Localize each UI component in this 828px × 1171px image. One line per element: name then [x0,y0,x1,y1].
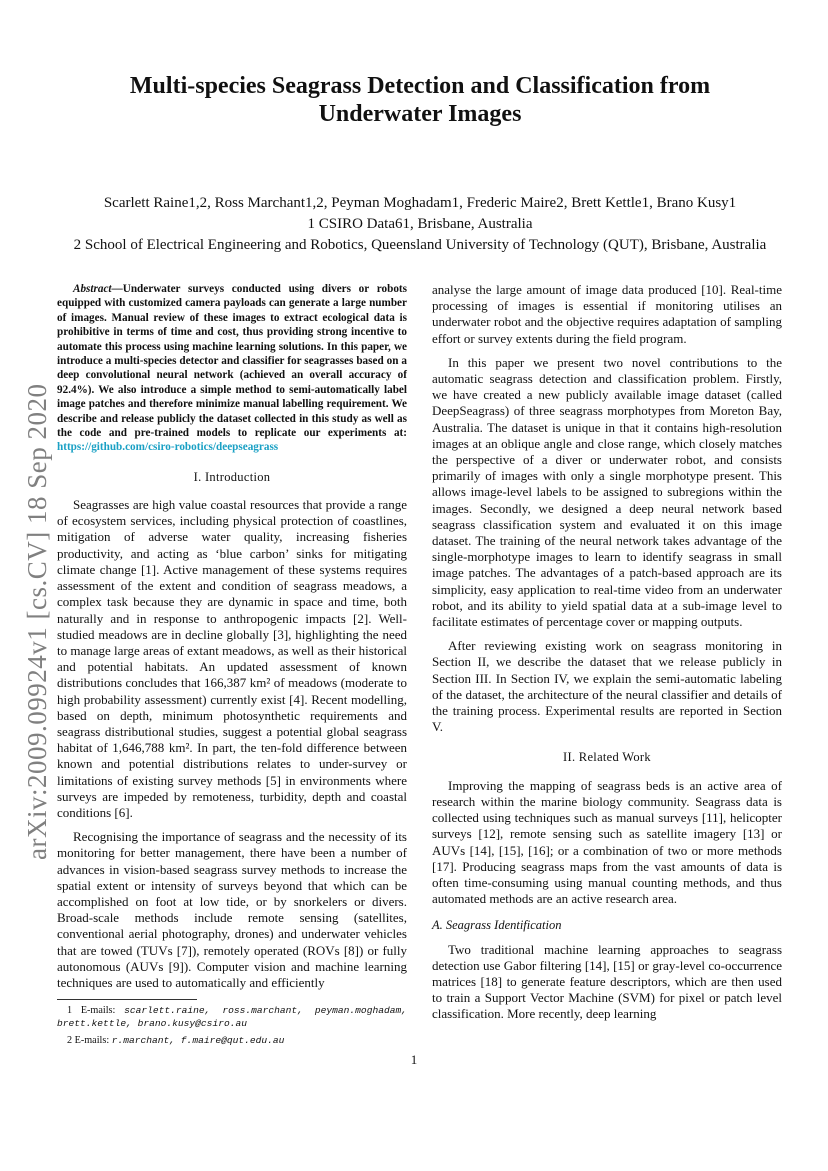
affiliation-2: 2 School of Electrical Engineering and Robotics, Queensland University of Technology (QUT), Brisbane, Australia [73,237,767,253]
seagrass-identification-paragraph-1: Two traditional machine learning approaches to seagrass detection use Gabor filtering [14], [15] or gray-level co-occurrence matrices [18] to generate feature descriptors, which are then used to train a Support Vector Machine (SVM) for pixel or patch level classification. More recently, deep learning [432,941,782,1022]
footnote-1 [57,1004,407,1030]
footnote-2 [57,1034,407,1047]
authors-line: Scarlett Raine1,2, Ross Marchant1,2, Peyman Moghadam1, Frederic Maire2, Brett Kettle1, Brano Kusy1 [103,195,737,211]
abstract-label: Abstract [73,283,112,295]
abstract-link[interactable]: https://github.com/csiro-robotics/deepseagrass [57,441,279,454]
right-paragraph-2: In this paper we present two novel contributions to the automatic seagrass detection and classification problem. Firstly, we have created a new publicly available image dataset (called DeepSeagrass) of three seagrass morphotypes from Moreton Bay, Australia. The dataset is unique in that it contains high-resolution images at an oblique angle and close range, which closely matches the perspective of a diver or underwater robot, and consists primarily of images with only a single morphotype present. This allows image-level labels to be assigned to subregions within the images. Secondly, we designed a deep neural network based seagrass classification system and evaluated it on this image dataset. The training of the neural network takes advantage of the single-morphotype images to learn to identify seagrass in small image patches. The advantages of a patch-based approach are its simplicity, easy application to real-time video from an underwater robot, and its ability to yield spatial data at a sub-image level to facilitate estimates of percentage cover or mapping outputs. [432,354,782,630]
abstract [57,282,407,455]
related-work-paragraph-1: Improving the mapping of seagrass beds is an active area of research within the marine biology community. Seagrass data is collected using techniques such as manual surveys [11], helicopter surveys [12], remote sensing such as satellite imagery [13] or AUVs [14], [15], [16]; or a combination of two or more methods [17]. Producing seagrass maps from the vast amounts of data is often time-consuming using manual counting methods, and thus automated methods are an active research area. [432,777,782,907]
footnote-rule [57,999,197,1000]
section-heading-related-work: II. Related Work [563,750,651,765]
abstract-text: —Underwater surveys conducted using divers or robots equipped with customized camera payloads can generate a large number of images. Manual review of these images to extract ecological data is prohibitive in terms of time and cost, thus providing strong incentive to automate this process using machine learning solutions. In this paper, we introduce a multi-species detector and classifier for seagrasses based on a deep convolutional neural network (achieved an overall accuracy of 92.4%). We also introduce a simple method to semi-automatically label image patches and therefore minimize manual labelling requirement. We describe and release publicly the dataset collected in this study as well as the code and pre-trained models to replicate our experiments at: [57,283,407,440]
page-number: 1 [410,1052,418,1067]
intro-paragraph-2: Recognising the importance of seagrass and the necessity of its monitoring for better management, there have been a number of advances in vision-based seagrass survey methods to increase the spatial extent or intensity of surveys beyond that which can be accomplished on foot at low tide, or by snorkelers or divers. Broad-scale methods include remote sensing (satellites, conventional aerial photography, drones) and underwater vehicles that are towed (TUVs [7]), remotely operated (ROVs [8]) or fully autonomous (AUVs [9]). Computer vision and machine learning techniques are used to automatically and efficiently [57,829,407,990]
section-heading-introduction: I. Introduction [193,469,271,484]
affiliation-1: 1 CSIRO Data61, Brisbane, Australia [307,216,533,232]
author-block [40,193,800,256]
paper-title: Multi-species Seagrass Detection and Classification from Underwater Images [129,73,711,127]
footnote-1-label: 1 E-mails: [67,1005,116,1017]
left-column [57,282,407,1047]
subsection-heading-seagrass-identification: A. Seagrass Identification [432,918,562,933]
right-paragraph-3: After reviewing existing work on seagrass monitoring in Section II, we describe the dataset that we release publicly in Section III. In Section IV, we explain the semi-automatic labeling of the dataset, the architecture of the neural classifier and details of the training process. Experimental results are reported in Section V. [432,638,782,735]
right-paragraph-1: analyse the large amount of image data produced [10]. Real-time processing of images is essential if monitoring utilises an underwater robot and the objective requires adaptation of sampling effort or survey extents during the field program. [432,282,782,346]
right-column [432,282,782,1031]
intro-paragraph-1: Seagrasses are high value coastal resources that provide a range of ecosystem services, including physical protection of coastlines, mitigation of adverse water quality, increasing fisheries productivity, and acting as ‘blue carbon’ sinks for mitigating climate change [1]. Active management of these systems requires assessment of the extent and condition of seagrass meadows, a complex task because they are dynamic in space and time, both naturally and in response to anthropogenic impacts [2]. Well-studied meadows are in decline globally [3], highlighting the need to manage large areas of extant meadows, as well as their historical and potential habitats. An updated assessment of known distributions concludes that 166,387 km² of meadows (moderate to high probability assessment) currently exist [4]. Recent modelling, based on depth, minimum photosynthetic requirements and seagrass distributional studies, suggest a potential global seagrass habitat of 1,646,788 km². In part, the ten-fold difference between known and potential distributions relates to under-survey or limitations of existing survey methods [5] in environments where surveys are impeded by remoteness, turbidity, depth and coastal conditions [6]. [57,497,407,820]
footnote-2-emails: r.marchant, f.maire@qut.edu.au [111,1035,285,1047]
arxiv-identifier: arXiv:2009.09924v1 [cs.CV] 18 Sep 2020 [22,383,52,860]
footnote-1-emails: scarlett.raine, ross.marchant, peyman.moghadam, brett.kettle, brano.kusy@csiro.au [57,1005,407,1030]
footnote-2-label: 2 E-mails: [67,1035,110,1047]
